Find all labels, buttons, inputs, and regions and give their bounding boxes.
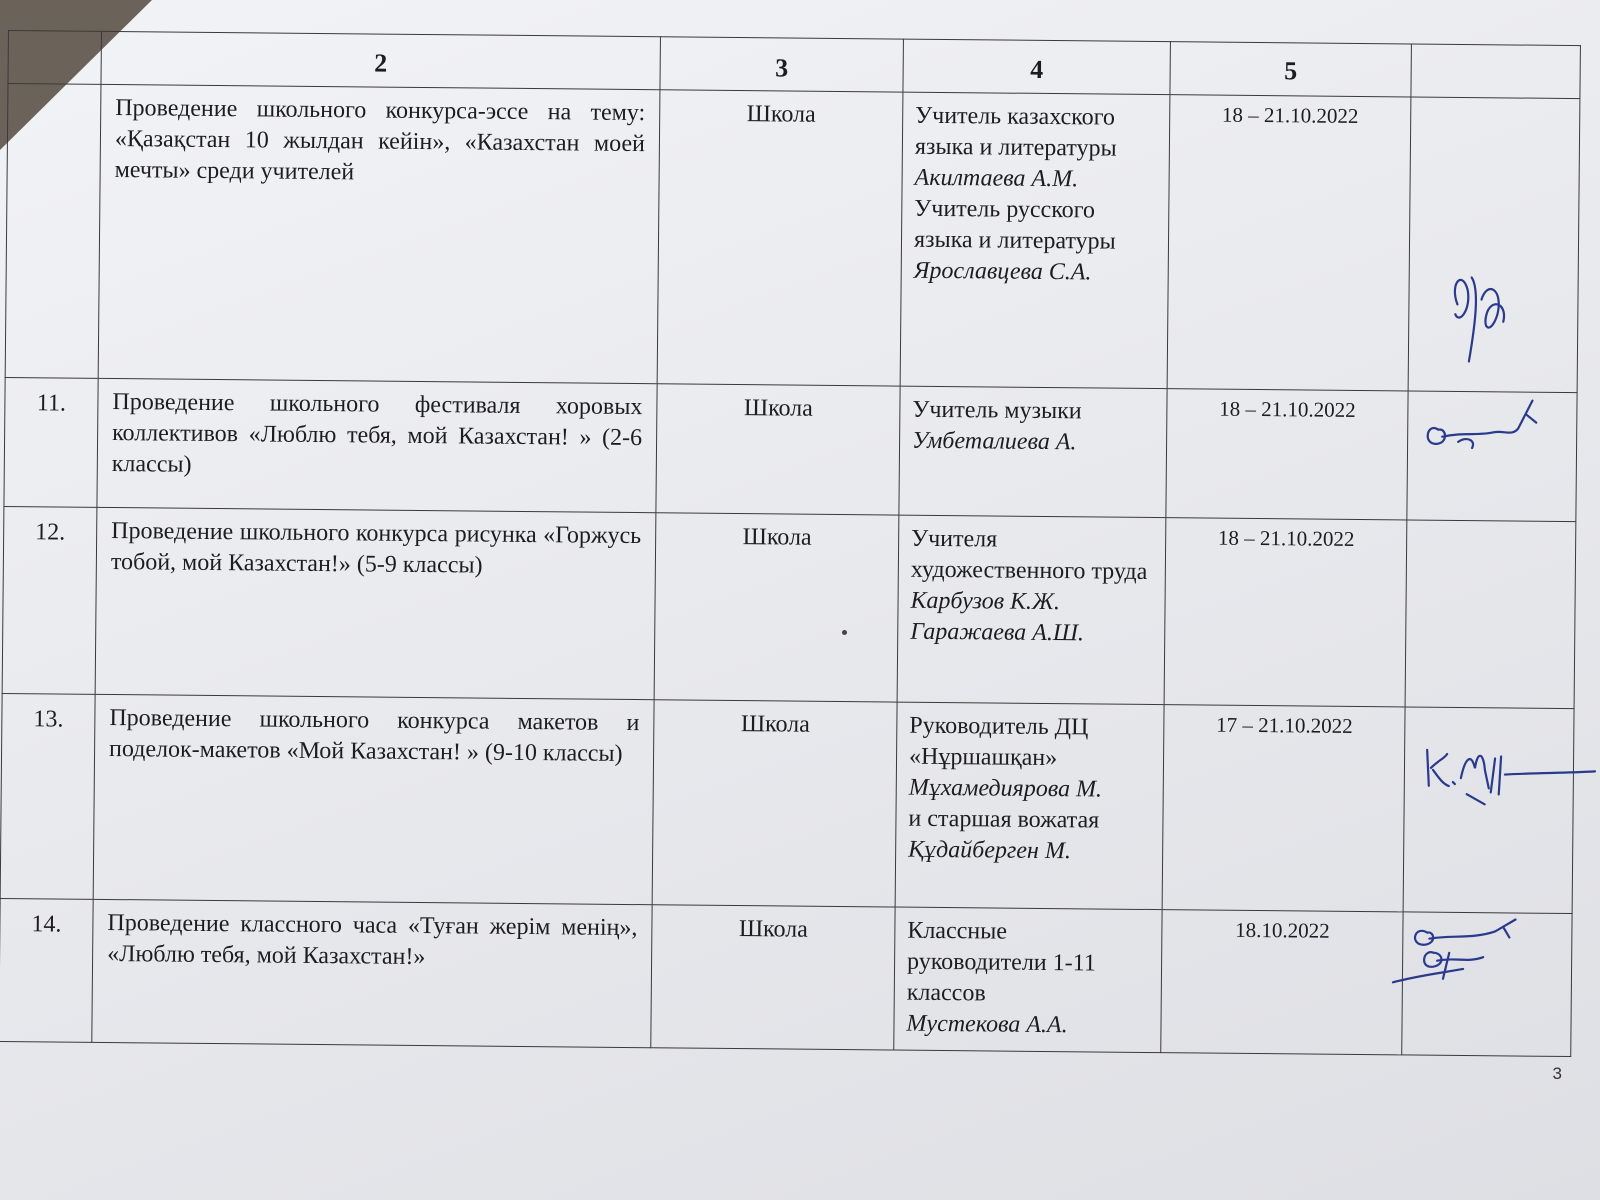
signature-mark: [1404, 707, 1574, 913]
responsible-role: и старшая вожатая: [908, 805, 1100, 834]
responsible-role: Учитель русского языка и литературы: [913, 195, 1116, 255]
responsible-role: Учителя художественного труда: [910, 525, 1148, 585]
signature-mark: [1407, 391, 1576, 520]
header-cell-1: [8, 31, 102, 85]
header-cell-sign: [1411, 44, 1581, 99]
event-title: Проведение классного часа «Туған жерім менің», «Люблю тебя, мой Казахстан!»: [92, 899, 652, 1047]
header-cell-place: 3: [660, 37, 903, 92]
ink-speck: [842, 630, 847, 635]
event-place: Школа: [657, 90, 903, 386]
event-responsible: [894, 907, 1162, 1052]
responsible-role: Классные руководители 1-11 классов: [906, 917, 1096, 1007]
event-date: 18 – 21.10.2022: [1164, 517, 1407, 706]
signature-cell: [1405, 520, 1576, 709]
row-number: 12.: [2, 506, 97, 694]
header-cell-date: 5: [1170, 42, 1411, 97]
table-row: [2, 506, 1576, 708]
responsible-role: Учитель музыки: [912, 396, 1082, 425]
signature-cell: [1408, 97, 1580, 392]
event-date: 18.10.2022: [1161, 910, 1403, 1055]
responsible-name: Акилтаева А.М.: [914, 164, 1079, 193]
row-number: [5, 84, 101, 379]
event-title: Проведение школьного фестиваля хоровых коллективов «Люблю тебя, мой Казахстан! » (2-6 классы): [97, 378, 657, 512]
signature-mark: [1409, 97, 1580, 391]
event-responsible: [897, 515, 1166, 705]
table-row: [4, 377, 1577, 521]
event-responsible: [895, 702, 1164, 910]
table-row: [0, 693, 1574, 913]
event-place: Школа: [656, 384, 900, 515]
event-responsible: [899, 386, 1167, 517]
header-cell-responsible: 4: [903, 39, 1170, 95]
responsible-name: Құдайберген М.: [908, 836, 1072, 865]
row-number: 13.: [0, 693, 95, 899]
event-place: Школа: [654, 512, 899, 701]
responsible-name: Карбузов К.Ж.: [910, 587, 1061, 615]
header-cell-event: 2: [101, 31, 660, 89]
event-title: Проведение школьного конкурса макетов и поделок-макетов «Мой Казахстан! » (9-10 классы): [93, 694, 654, 905]
responsible-name: Мұхамедиярова М.: [908, 774, 1103, 803]
table-row: [0, 899, 1572, 1057]
event-date: 17 – 21.10.2022: [1162, 704, 1405, 912]
responsible-name: Гаражаева А.Ш.: [910, 618, 1085, 646]
responsible-role: Руководитель ДЦ «Нұршашқан»: [908, 712, 1089, 771]
table-row: [5, 84, 1580, 393]
event-title: Проведение школьного конкурса-эссе на тему: «Қазақстан 10 жылдан кейін», «Казахстан моей мечты» среди учителей: [98, 84, 660, 383]
responsible-name: Ярославцева С.А.: [913, 257, 1092, 286]
row-number: 14.: [0, 899, 93, 1043]
row-number: 11.: [4, 377, 98, 507]
responsible-role: Учитель казахского языка и литературы: [914, 102, 1117, 162]
responsible-name: Мустекова А.А.: [906, 1010, 1068, 1039]
event-place: Школа: [652, 700, 897, 908]
signature-mark: [1402, 913, 1571, 1057]
table-body: [0, 84, 1580, 1057]
event-date: 18 – 21.10.2022: [1166, 388, 1408, 519]
signature-cell: [1403, 707, 1574, 914]
event-place: Школа: [651, 905, 895, 1050]
page-number: 3: [1552, 1064, 1562, 1083]
event-title: Проведение школьного конкурса рисунка «Горжусь тобой, мой Казахстан!» (5-9 классы): [95, 507, 656, 700]
signature-cell: [1407, 391, 1577, 521]
signature-cell: [1402, 912, 1572, 1057]
event-date: 18 – 21.10.2022: [1167, 95, 1411, 391]
responsible-name: Умбеталиева А.: [911, 427, 1077, 456]
event-responsible: [900, 92, 1170, 388]
events-table: [0, 30, 1581, 1057]
